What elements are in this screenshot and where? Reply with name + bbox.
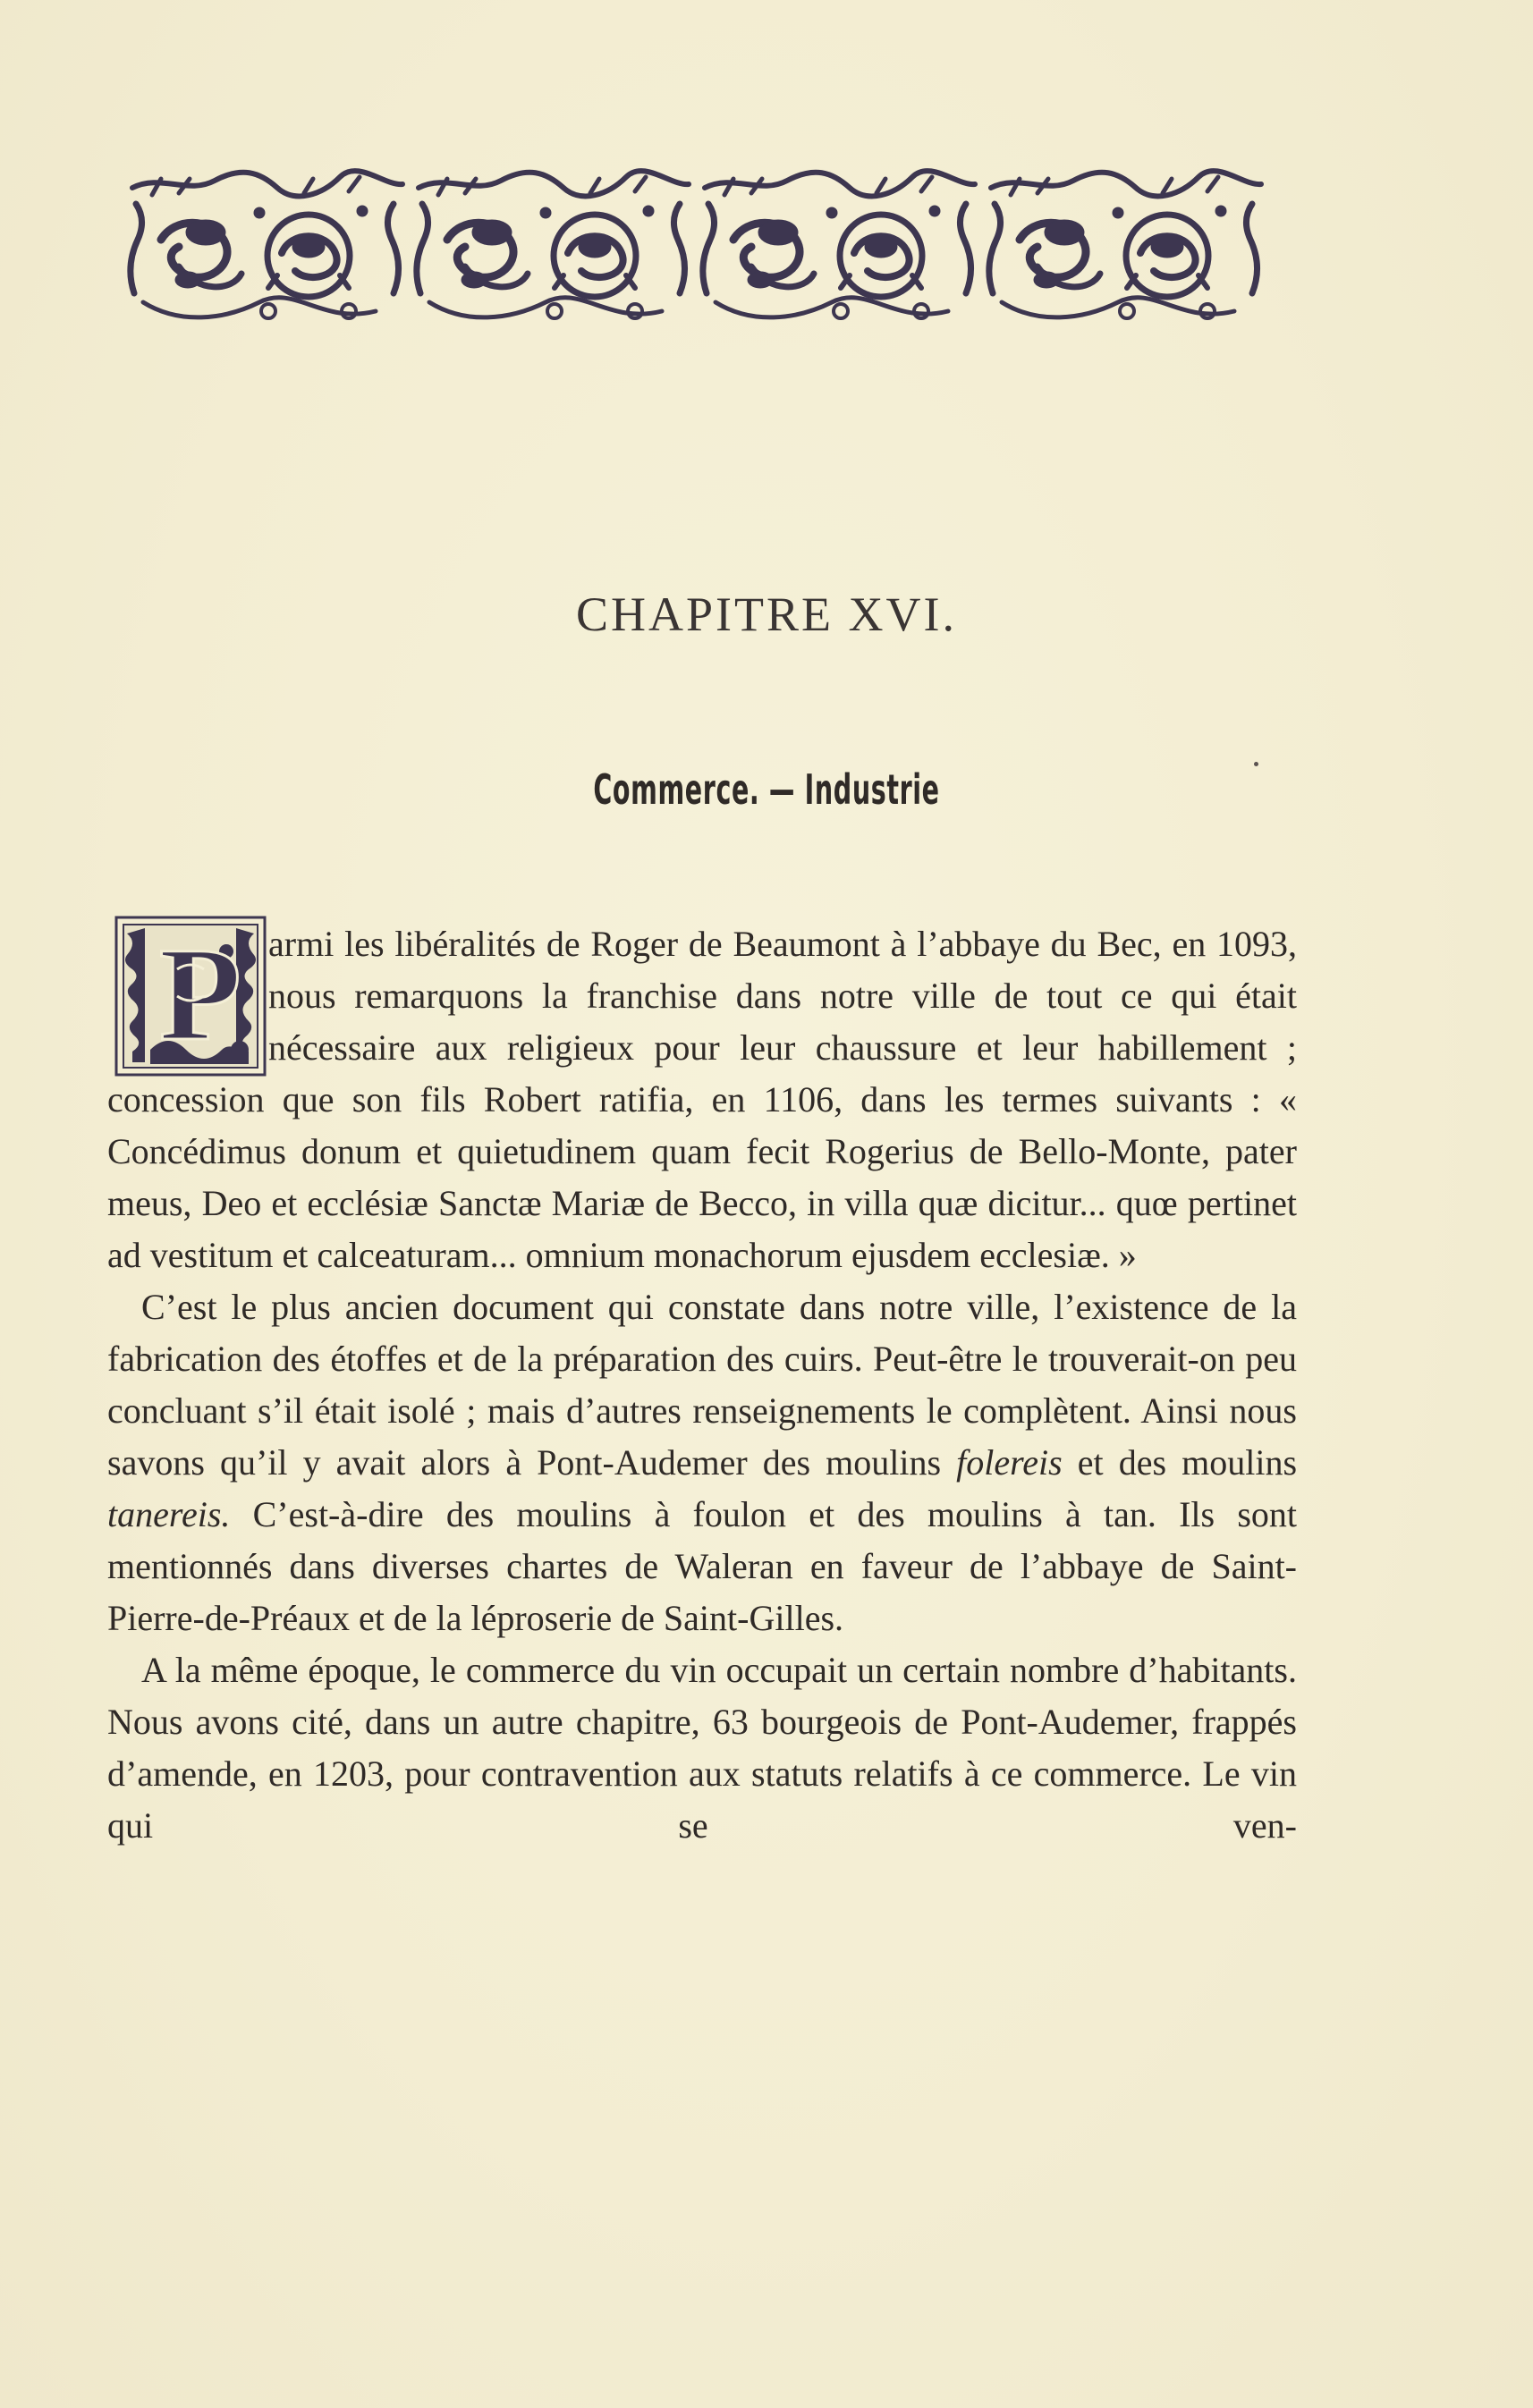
italic-tanereis: tanereis. xyxy=(107,1494,231,1534)
italic-folereis: folereis xyxy=(956,1442,1063,1483)
paragraph-1: armi les libéralités de Roger de Beaumont à l’abbaye du Bec, en 1093, nous remarquons la franchise dans notre ville de tout ce qui était nécessaire aux religieux pour leur chaussure et leur habillement ; concession que son fils Robert ratifia, en 1106, dans les termes suivants : « Concédimus donum et quietudinem quam fecit Rogerius de Bello-Monte, pater meus, Deo et ecclésiæ Sanctæ Mariæ de Becco, in villa quæ dicitur... quœ pertinet ad vestitum et calceaturam... omnium monachorum ejusdem ecclesiæ. » xyxy=(107,924,1297,1275)
paragraph-3: A la même époque, le commerce du vin occupait un certain nombre d’habitants. Nous avons cité, dans un autre chapitre, 63 bourgeois de Pont-Audemer, frappés d’amende, en 1203, pour contravention aux statuts relatifs à ce commerce. Le vin qui se ven- xyxy=(107,1650,1297,1846)
ornamental-frieze-icon xyxy=(125,168,1279,329)
chapter-title: CHAPITRE XVI. xyxy=(576,587,957,642)
stray-dot xyxy=(1254,762,1258,766)
body-text xyxy=(107,918,1297,1852)
dropcap-letter: P xyxy=(159,920,241,1069)
chapter-subtitle: Commerce. — Industrie xyxy=(593,765,940,815)
paragraph-2: C’est le plus ancien document qui constate dans notre ville, l’existence de la fabrication des étoffes et de la préparation des cuirs. Peut-être le trouverait-on peu concluant s’il était isolé ; mais d’autres renseignements le complètent. Ainsi nous savons qu’il y avait alors à Pont-Audemer des moulins folereis et des moulins tanereis. C’est-à-dire des moulins à foulon et des moulins à tan. Ils sont mentionnés dans diverses chartes de Waleran en faveur de l’abbaye de Saint-Pierre-de-Préaux et de la léproserie de Saint-Gilles. xyxy=(107,1287,1298,1638)
